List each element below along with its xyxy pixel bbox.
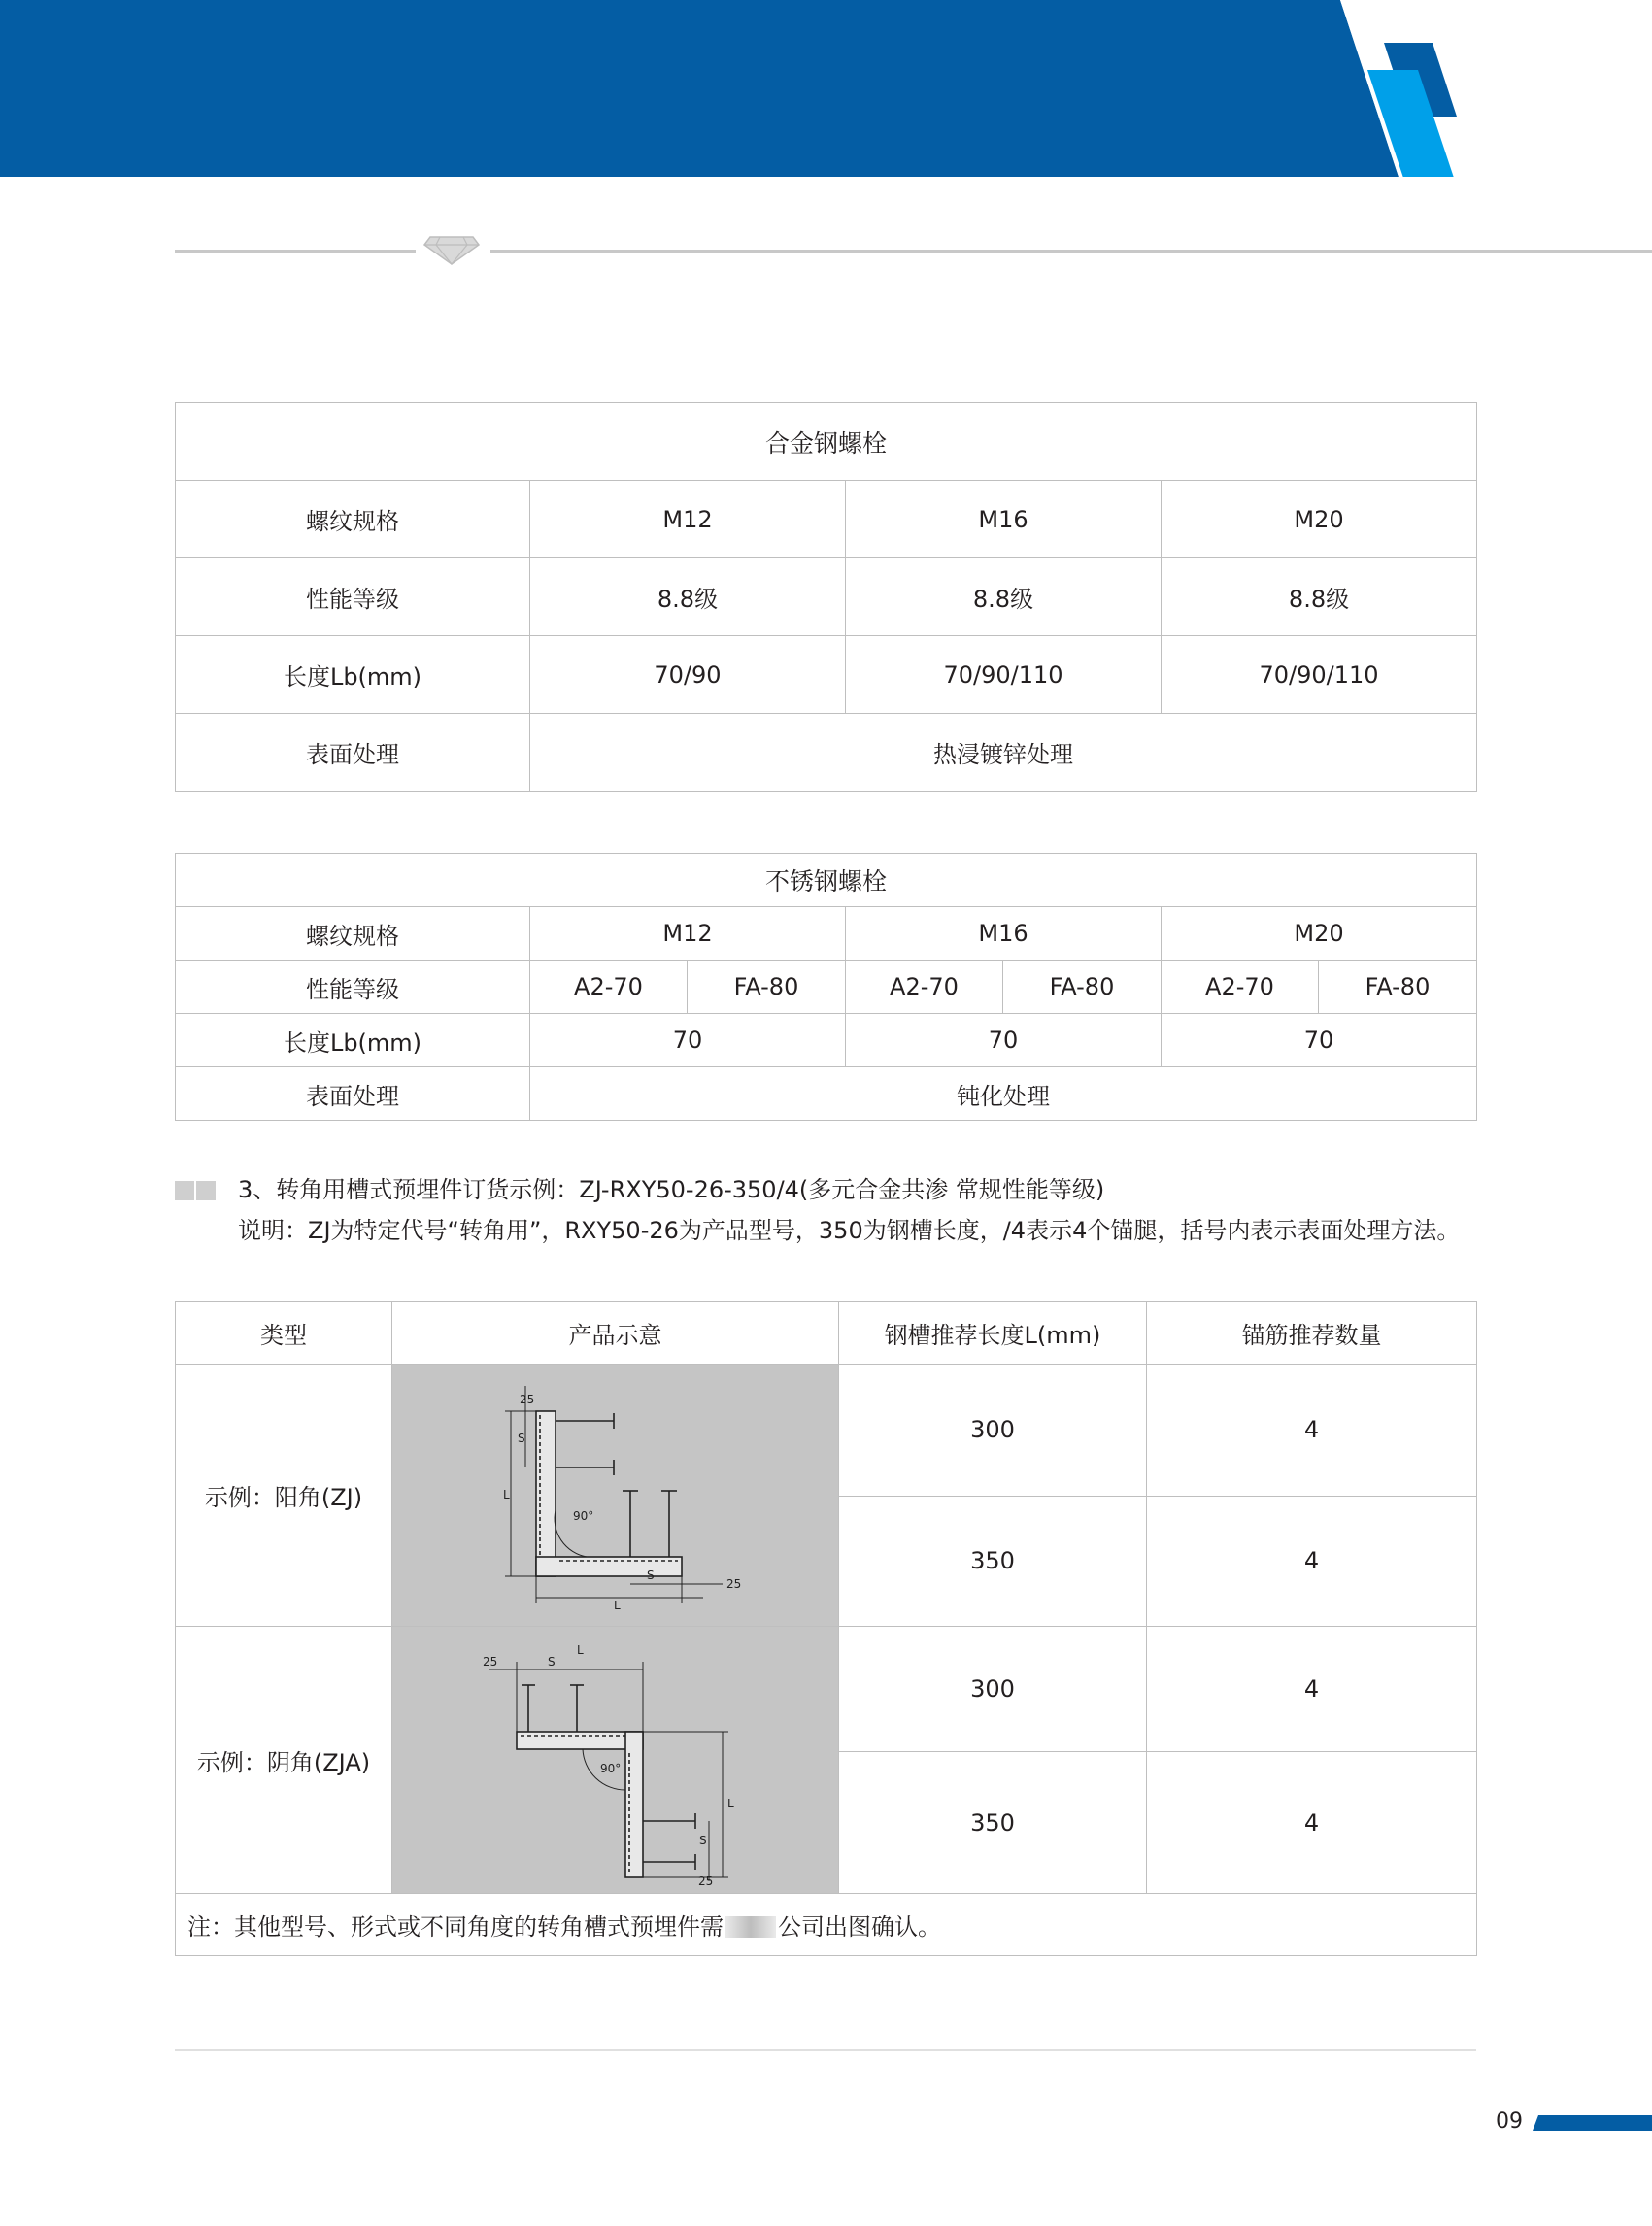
note-prefix: 注：其他型号、形式或不同角度的转角槽式预埋件需 (187, 1913, 724, 1940)
cell: 热浸镀锌处理 (530, 714, 1477, 792)
cell: FA-80 (688, 961, 846, 1014)
stainless-table-title: 不锈钢螺栓 (176, 854, 1477, 907)
row-label: 长度Lb(mm) (176, 636, 530, 714)
dim-label: S (647, 1568, 655, 1582)
angle-label: 90° (600, 1762, 622, 1775)
length-cell: 300 (839, 1627, 1147, 1752)
outer-corner-drawing (392, 1365, 839, 1620)
order-example-explanation: 说明：ZJ为特定代号“转角用”，RXY50-26为产品型号，350为钢槽长度，/4表示4个锚腿，括号内表示表面处理方法。 (238, 1217, 1461, 1244)
cell: 70 (846, 1014, 1162, 1067)
dim-label: S (518, 1432, 525, 1445)
cell: M20 (1162, 907, 1477, 961)
alloy-table-title: 合金钢螺栓 (176, 403, 1477, 481)
angle-label: 90° (573, 1509, 594, 1523)
page-number: 09 (1496, 2109, 1523, 2134)
outer-corner-diagram (392, 1365, 839, 1627)
cell: 70/90/110 (846, 636, 1162, 714)
header-rule-left (175, 250, 416, 253)
dim-label: L (727, 1797, 734, 1810)
row-label: 长度Lb(mm) (176, 1014, 530, 1067)
footer-rule (175, 2049, 1476, 2051)
row-label: 表面处理 (176, 714, 530, 792)
row-label: 性能等级 (176, 558, 530, 636)
cell: FA-80 (1319, 961, 1477, 1014)
bullet-square (175, 1181, 194, 1200)
cell: M12 (530, 907, 846, 961)
type-label: 示例：阴角(ZJA) (176, 1627, 392, 1894)
type-label: 示例：阳角(ZJ) (176, 1365, 392, 1627)
cell: A2-70 (846, 961, 1003, 1014)
cell: 8.8级 (1162, 558, 1477, 636)
cell: M16 (846, 481, 1162, 558)
table-note (176, 1894, 1477, 1956)
dim-label: L (614, 1599, 621, 1612)
redacted-company-name (725, 1916, 776, 1938)
stainless-bolt-table (175, 853, 1477, 1121)
row-label: 螺纹规格 (176, 907, 530, 961)
cell: 8.8级 (846, 558, 1162, 636)
length-cell: 300 (839, 1365, 1147, 1497)
column-header: 产品示意 (392, 1302, 839, 1365)
dim-label: 25 (726, 1577, 742, 1591)
dim-label: S (699, 1834, 707, 1847)
cell: 70 (530, 1014, 846, 1067)
cell: 8.8级 (530, 558, 846, 636)
header-rule-right (490, 250, 1652, 253)
cell: M12 (530, 481, 846, 558)
alloy-bolt-table (175, 402, 1477, 792)
column-header: 类型 (176, 1302, 392, 1365)
cell: A2-70 (1162, 961, 1319, 1014)
qty-cell: 4 (1147, 1627, 1477, 1752)
dim-label: 25 (520, 1393, 535, 1406)
dim-label: S (548, 1655, 556, 1669)
page-tab-bar (1533, 2115, 1652, 2131)
cell: M20 (1162, 481, 1477, 558)
row-label: 螺纹规格 (176, 481, 530, 558)
qty-cell: 4 (1147, 1752, 1477, 1894)
dim-label: 25 (698, 1874, 714, 1887)
row-label: 性能等级 (176, 961, 530, 1014)
diamond-icon (422, 235, 481, 266)
qty-cell: 4 (1147, 1365, 1477, 1497)
header-banner (0, 0, 1652, 177)
cell: M16 (846, 907, 1162, 961)
inner-corner-diagram (392, 1627, 839, 1894)
cell: FA-80 (1003, 961, 1162, 1014)
cell: 70/90 (530, 636, 846, 714)
cell: 钝化处理 (530, 1067, 1477, 1121)
dim-label: L (577, 1643, 584, 1657)
note-suffix: 公司出图确认。 (778, 1913, 941, 1940)
bullet-square (196, 1181, 216, 1200)
order-example-line: 3、转角用槽式预埋件订货示例：ZJ-RXY50-26-350/4(多元合金共渗 常规性能等级) (238, 1176, 1105, 1203)
cell: 70 (1162, 1014, 1477, 1067)
length-cell: 350 (839, 1752, 1147, 1894)
qty-cell: 4 (1147, 1496, 1477, 1627)
column-header: 钢槽推荐长度L(mm) (839, 1302, 1147, 1365)
column-header: 锚筋推荐数量 (1147, 1302, 1477, 1365)
cell: A2-70 (530, 961, 688, 1014)
row-label: 表面处理 (176, 1067, 530, 1121)
inner-corner-drawing (392, 1627, 839, 1887)
length-cell: 350 (839, 1496, 1147, 1627)
dim-label: 25 (483, 1655, 498, 1669)
dim-label: L (503, 1488, 510, 1501)
cell: 70/90/110 (1162, 636, 1477, 714)
corner-embed-table (175, 1301, 1477, 1956)
